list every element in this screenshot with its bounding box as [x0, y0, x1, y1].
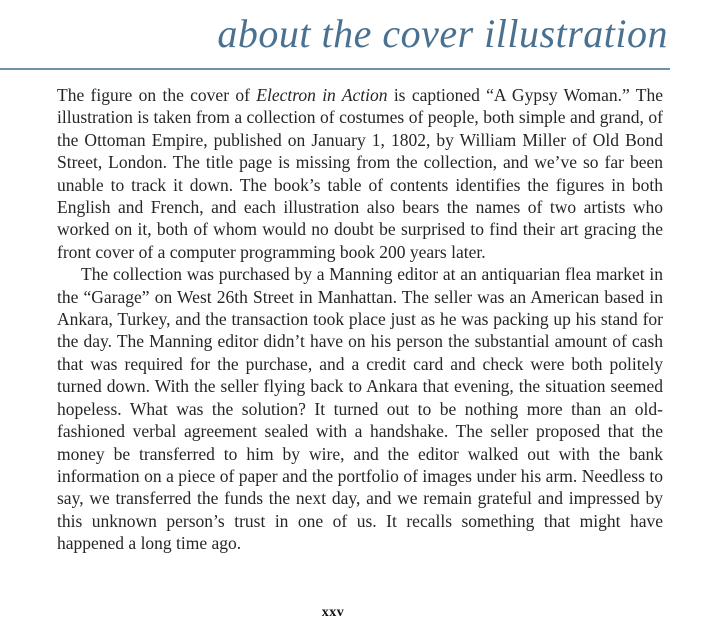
paragraph1-rest: is captioned “A Gypsy Woman.” The illustration is taken from a collection of costumes of people, both simple and grand, of the Ottoman Empire, published on January 1, 1802, by William Miller of Old Bond Street, London. The title page is missing from the collection, and we’ve so far been unable to track it down. The book’s table of contents identifies the figures in both English and French, and each illustration also bears the names of two artists who worked on it, both of whom would no doubt be surprised to find their art gracing the front cover of a computer programming book 200 years later.: [57, 85, 663, 262]
page-number: xxv: [321, 605, 345, 620]
title-divider-rule: [0, 68, 670, 70]
paragraph-collection-story: The collection was purchased by a Manning editor at an antiquarian flea market in the “Garage” on West 26th Street in Manhattan. The seller was an American based in Ankara, Turkey, and the transaction took place just as he was packing up his stand for the day. The Manning editor didn’t have on his person the substantial amount of cash that was required for the purchase, and a credit card and check were both politely turned down. With the seller flying back to Ankara that evening, the situation seemed hopeless. What was the solution? It turned out to be nothing more than an old-fashioned verbal agreement sealed with a handshake. The seller proposed that the money be transferred to him by wire, and the editor walked out with the bank information on a piece of paper and the portfolio of images under his arm. Needless to say, we transferred the funds the next day, and we remain grateful and impressed by this unknown person’s trust in one of us. It recalls something that might have happened a long time ago.: [57, 264, 663, 554]
paragraph-cover-description: [57, 84, 663, 263]
paragraph1-lead: The figure on the cover of: [57, 85, 257, 105]
body-text-block: [57, 84, 663, 555]
book-title-italic: Electron in Action: [256, 85, 388, 105]
page-title: about the cover illustration: [217, 11, 668, 56]
